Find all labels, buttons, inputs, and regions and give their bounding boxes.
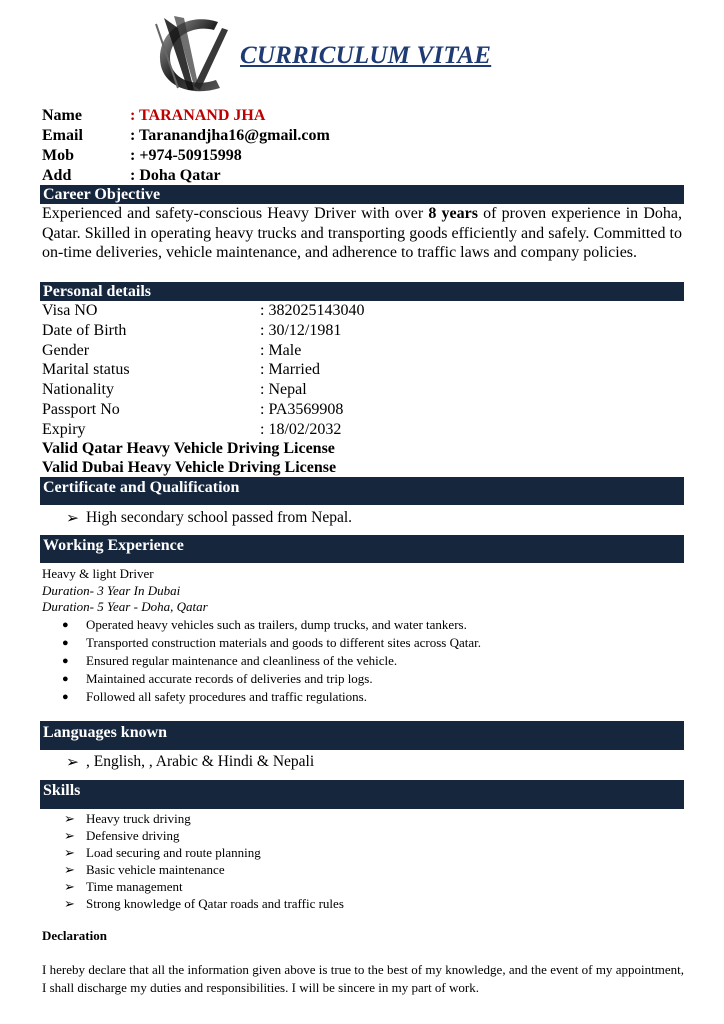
list-item: ➢ Heavy truck driving: [64, 811, 191, 826]
arrow-bullet-icon: ➢: [66, 753, 79, 771]
duties-list: [62, 616, 481, 706]
section-skills: Skills: [40, 780, 684, 809]
arrow-bullet-icon: ➢: [64, 845, 75, 860]
arrow-bullet-icon: ➢: [64, 811, 75, 826]
list-item: ● Transported construction materials and goods to different sites across Qatar.: [62, 635, 481, 650]
section-languages: Languages known: [40, 721, 684, 750]
arrow-bullet-icon: ➢: [64, 828, 75, 843]
languages-item: ➢ , English, , Arabic & Hindi & Nepali: [66, 753, 315, 771]
years-experience: 8 years: [428, 205, 478, 222]
list-item: ➢ Load securing and route planning: [64, 845, 261, 860]
pd-gender: Gender : Male: [42, 341, 302, 359]
list-item: ➢ Strong knowledge of Qatar roads and traffic rules: [64, 896, 344, 911]
list-item: ➢ Defensive driving: [64, 828, 180, 843]
list-item: ➢ Time management: [64, 879, 183, 894]
bullet-dot-icon: ●: [62, 655, 69, 667]
list-item: ● Followed all safety procedures and traffic regulations.: [62, 689, 367, 704]
bullet-dot-icon: ●: [62, 637, 69, 649]
job-role: Heavy & light Driver: [42, 566, 154, 581]
candidate-name: : TARANAND JHA: [130, 107, 266, 124]
list-item: ● Maintained accurate records of deliveries and trip logs.: [62, 671, 373, 686]
pd-passport: Passport No : PA3569908: [42, 400, 344, 418]
pd-expiry: Expiry : 18/02/2032: [42, 420, 342, 438]
arrow-bullet-icon: ➢: [64, 862, 75, 877]
section-working-experience: Working Experience: [40, 535, 684, 563]
skills-list: [64, 810, 344, 912]
cv-title: CURRICULUM VITAE: [240, 42, 492, 69]
section-certificate: Certificate and Qualification: [40, 477, 684, 505]
contact-email: Email : Taranandjha16@gmail.com: [42, 127, 330, 144]
arrow-bullet-icon: ➢: [64, 896, 75, 911]
personal-details-list: [42, 301, 364, 440]
arrow-bullet-icon: ➢: [66, 509, 79, 527]
license-qatar: Valid Qatar Heavy Vehicle Driving License: [42, 440, 335, 457]
contact-block: [42, 106, 330, 186]
experience-header: [42, 566, 208, 616]
license-dubai: Valid Dubai Heavy Vehicle Driving License: [42, 459, 337, 476]
pd-dob: Date of Birth : 30/12/1981: [42, 321, 342, 339]
duration-dubai: Duration- 3 Year In Dubai: [42, 582, 181, 598]
cv-logo-icon: [148, 8, 240, 100]
section-career-objective: Career Objective: [40, 185, 684, 204]
bullet-dot-icon: ●: [62, 673, 69, 685]
list-item: ● Ensured regular maintenance and cleanliness of the vehicle.: [62, 653, 398, 668]
career-objective-text: Experienced and safety-conscious Heavy Driver with over 8 years of proven experience in Doha, Qatar. Skilled in operating heavy trucks and transporting goods efficiently and safely. Committed to on-time deliveries, vehicle maintenance, and adherence to traffic laws and company policies.: [42, 205, 683, 261]
declaration-text: I hereby declare that all the information given above is true to the best of my knowledge, and the event of my appointment, I shall discharge my duties and responsibilities. I will be sincere in my part of work.: [42, 962, 684, 995]
contact-name: Name : TARANAND JHA: [42, 107, 266, 124]
contact-address: Add : Doha Qatar: [42, 167, 221, 184]
duration-qatar: Duration- 5 Year - Doha, Qatar: [42, 599, 208, 614]
list-item: ➢ Basic vehicle maintenance: [64, 862, 225, 877]
pd-marital: Marital status : Married: [42, 361, 320, 379]
contact-mobile: Mob : +974-50915998: [42, 147, 242, 164]
arrow-bullet-icon: ➢: [64, 879, 75, 894]
pd-visa: Visa NO : 382025143040: [42, 302, 365, 319]
certificate-item: ➢ High secondary school passed from Nepal.: [66, 509, 353, 527]
bullet-dot-icon: ●: [62, 619, 69, 631]
section-personal-details: Personal details: [40, 282, 684, 301]
declaration-heading: Declaration: [42, 928, 107, 943]
list-item: ● Operated heavy vehicles such as trailers, dump trucks, and water tankers.: [62, 617, 467, 632]
pd-nationality: Nationality : Nepal: [42, 381, 307, 399]
bullet-dot-icon: ●: [62, 691, 69, 703]
